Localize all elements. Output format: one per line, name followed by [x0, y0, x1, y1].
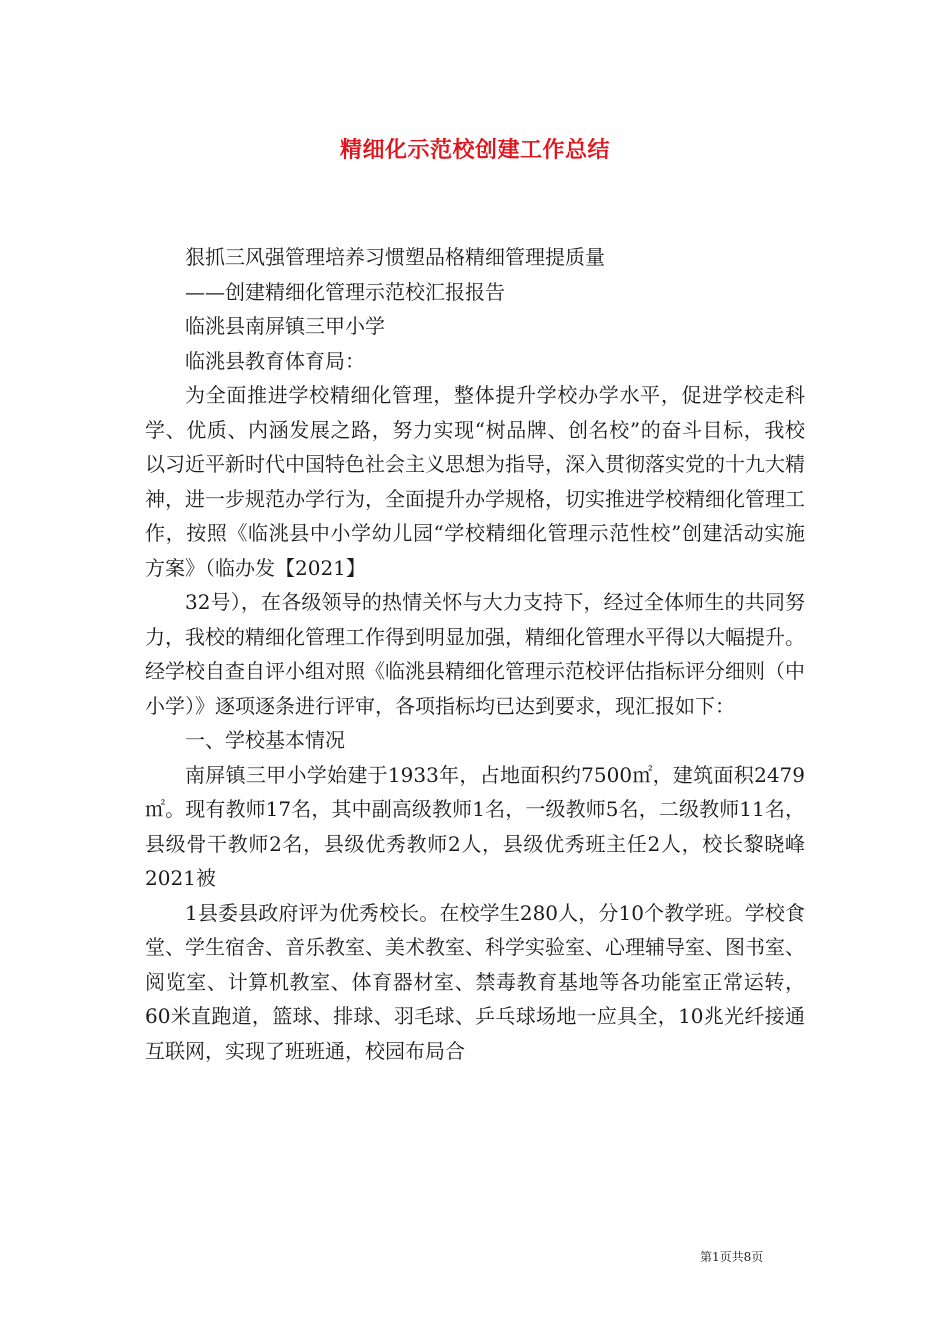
document-title: 精细化示范校创建工作总结: [339, 137, 610, 163]
paragraph-addressee: 临洮县教育体育局：: [185, 348, 365, 373]
paragraph-progress: 32号），在各级领导的热情关怀与大力支持下，经过全体师生的共同努力，我校的精细化管理工作得到明显加强，精细化管理水平得以大幅提升。经学校自查自评小组对照《临洮县精细化管理示范校评估指标评分细则（中小学）》逐项逐条进行评审，各项指标均已达到要求，现汇报如下：: [145, 590, 805, 718]
document-body: [145, 240, 805, 1068]
paragraph-school-name: 临洮县南屏镇三甲小学: [185, 314, 385, 338]
page-number: 第1页共8页: [700, 1250, 764, 1264]
paragraph-report-title: ——创建精细化管理示范校汇报报告: [185, 279, 505, 304]
paragraph-facilities: 1县委县政府评为优秀校长。在校学生280人，分10个教学班。学校食堂、学生宿舍、音乐教室、美术教室、科学实验室、心理辅导室、图书室、阅览室、计算机教室、体育器材室、禁毒教育基地等各功能室正常运转，60米直跑道，篮球、排球、羽毛球、乒乓球场地一应具全，10兆光纤接通互联网，实现了班班通，校园布局合: [145, 900, 805, 1063]
paragraph-intro: 为全面推进学校精细化管理，整体提升学校办学水平，促进学校走科学、优质、内涵发展之路，努力实现“树品牌、创名校”的奋斗目标，我校以习近平新时代中国特色社会主义思想为指导，深入贯彻落实党的十九大精神，进一步规范办学行为，全面提升办学规格，切实推进学校精细化管理工作，按照《临洮县中小学幼儿园“学校精细化管理示范性校”创建活动实施方案》（临办发【2021】: [145, 383, 805, 580]
paragraph-subtitle: 狠抓三风强管理培养习惯塑品格精细管理提质量: [185, 245, 605, 269]
section-heading-basic-info: 一、学校基本情况: [185, 728, 345, 752]
paragraph-school-basic: 南屏镇三甲小学始建于1933年，占地面积约7500㎡，建筑面积2479㎡。现有教师17名，其中副高级教师1名，一级教师5名，二级教师11名，县级骨干教师2名，县级优秀教师2人，县级优秀班主任2人，校长黎晓峰2021被: [145, 762, 805, 890]
